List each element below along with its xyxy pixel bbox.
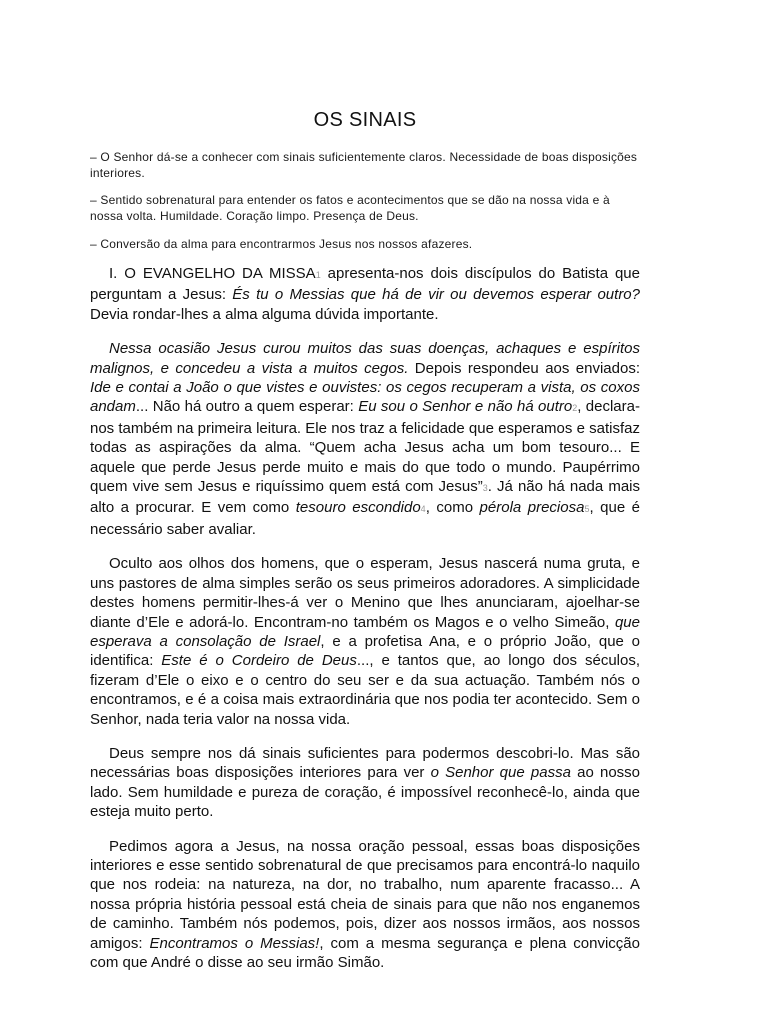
paragraph-5 [90,837,640,973]
paragraph-2-quote-a: Nessa ocasião Jesus curou muitos das suas doenças, achaques e espíritos malignos, e concedeu a vista a muitos cegos. [90,340,640,377]
paragraph-3-quote-d: Este é o Cordeiro de Deus [161,652,357,670]
paragraph-2-quote-e: Eu sou o Senhor e não há outro [358,398,573,416]
paragraph-4-text-a: Deus sempre nos dá sinais suficientes para podermos descobri-lo. Mas são necessárias boas disposições interiores para ver [90,744,640,782]
footnote-ref-5: 5 [584,504,590,515]
paragraph-1-quote: És tu o Messias que há de vir ou devemos esperar outro? [232,286,640,304]
footnote-ref-1: 1 [315,270,321,280]
footnote-ref-3: 3 [482,483,488,494]
paragraph-2-text-b: Depois respondeu aos enviados: [408,359,640,377]
paragraph-2-text-g: . Já não há nada mais alto a procurar. E vem como [90,478,640,517]
paragraph-4 [90,744,640,822]
paragraph-3-text-c: , e a profetisa Ana, e o próprio João, que o identifica: [90,632,640,670]
paragraph-2-quote-c: Ide e contai a João o que vistes e ouvistes: os cegos recuperam a vista, os coxos andam [90,379,640,416]
paragraph-5-quote-b: Encontramos o Messias! [149,934,320,952]
paragraph-3 [90,554,640,729]
paragraph-1-text-d: Devia rondar-lhes a alma alguma dúvida importante. [90,305,439,323]
summary-point-3: – Conversão da alma para encontrarmos Jesus nos nossos afazeres. [90,237,473,251]
paragraph-2-text-d: ... Não há outro a quem esperar: [135,398,359,416]
paragraph-4-quote-b: o Senhor que passa [430,764,571,782]
footnote-ref-2: 2 [572,403,578,414]
paragraph-2-quote-h: tesouro escondido [295,499,421,517]
paragraph-2-text-f: , declara-nos também na primeira leitura. Ele nos traz a felicidade que esperamos e satisfaz todas as aspirações da alma. “Quem acha Jesus acha um bom tesouro... E aquele que perde Jesus perde muito e mais do que todo o mundo. Paupérrimo quem vive sem Jesus e riquíssimo quem está com Jesus” [90,398,640,496]
summary-point-2: – Sentido sobrenatural para entender os fatos e acontecimentos que se dão na nossa vida e à nossa volta. Humildade. Coração limpo. Presença de Deus. [90,193,610,223]
paragraph-2-quote-j: pérola preciosa [479,499,585,517]
paragraph-1 [90,264,640,324]
paragraph-5-text-c: , com a mesma segurança e plena convicção com que André o disse ao seu irmão Simão. [90,934,640,971]
page-title: OS SINAIS [313,109,417,131]
paragraph-2 [90,339,640,539]
footnote-ref-4: 4 [420,504,426,515]
paragraph-5-text-a: Pedimos agora a Jesus, na nossa oração pessoal, essas boas disposições interiores e esse sentido sobrenatural de que precisamos para encontrá-lo naquilo que nos rodeia: na natureza, na dor, no trabalho, num aparente fracasso... A nossa própria história pessoal está cheia de sinais para que não nos enganemos de caminho. Também nós podemos, pois, dizer aos nossos irmãos, aos nossos amigos: [90,837,640,952]
paragraph-1-text-a: I. O EVANGELHO DA MISSA [109,265,316,282]
body-text [90,264,640,987]
paragraph-1-text-b: apresenta-nos dois discípulos do Batista que perguntam a Jesus: [90,265,640,304]
paragraph-3-quote-b: que esperava a consolação de Israel [90,613,640,650]
paragraph-3-text-e: ..., e tantos que, ao longo dos séculos, fizeram d’Ele o eixo e o centro do seu ser e da sua actuação. Também nós o encontramos, e é a coisa mais extraordinária que nos podia ter acontecido. Sem o Senhor, nada teria valor na nossa vida. [90,652,640,728]
paragraph-2-text-k: , que é necessário saber avaliar. [90,499,641,538]
summary-point-1: – O Senhor dá-se a conhecer com sinais suficientemente claros. Necessidade de boas disposições interiores. [90,150,638,180]
paragraph-4-text-c: ao nosso lado. Sem humildade e pureza de coração, é impossível reconhecê-lo, ainda que esteja muito perto. [90,764,640,821]
paragraph-2-text-i: , como [425,499,480,517]
paragraph-3-text-a: Oculto aos olhos dos homens, que o esperam, Jesus nascerá numa gruta, e uns pastores de alma simples serão os seus primeiros adoradores. A simplicidade destes homens permitir-lhes-á ver o Menino que lhes anunciaram, ajoelhar-se diante d’Ele e adorá-lo. Encontram-no também os Magos e o velho Simeão, [90,555,640,631]
